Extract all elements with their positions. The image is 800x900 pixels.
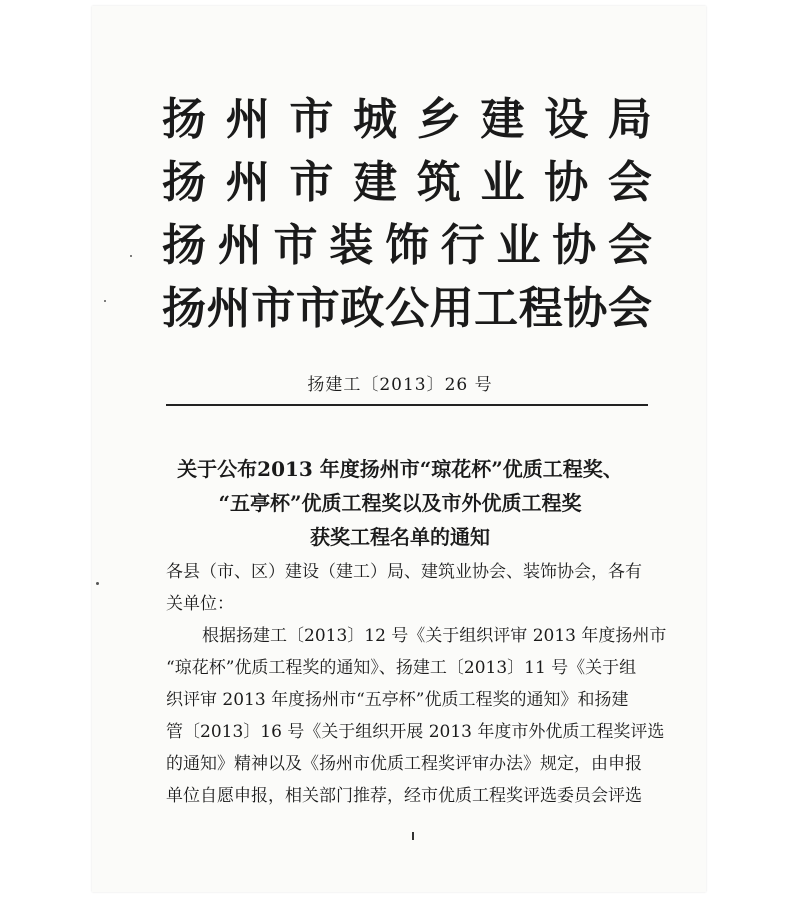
scan-speck	[96, 582, 99, 585]
addressee-line: 各县（市、区）建设（建工）局、建筑业协会、装饰协会，各有	[166, 562, 642, 582]
paragraph-line: 的通知》精神以及《扬州市优质工程奖评审办法》规定，由申报	[166, 754, 642, 774]
scan-speck	[104, 300, 106, 302]
addressee-line: 关单位：	[166, 594, 234, 614]
header-divider	[166, 404, 648, 406]
document-number: 扬建工〔2013〕26 号	[307, 375, 493, 395]
title-line: “五亭杯”优质工程奖以及市外优质工程奖	[218, 491, 582, 515]
paragraph-line: “琼花杯”优质工程奖的通知》、扬建工〔2013〕11 号《关于组	[166, 658, 637, 678]
title-line: 获奖工程名单的通知	[310, 525, 490, 549]
organization-name: 扬 州 市 装 饰 行 业 协 会	[162, 220, 652, 271]
scan-speck	[130, 255, 132, 257]
issuing-organizations	[162, 88, 652, 340]
paragraph-line: 管〔2013〕16 号《关于组织开展 2013 年度市外优质工程奖评选	[166, 722, 665, 742]
organization-name: 扬 州 市 市 政 公 用 工 程 协 会	[162, 283, 652, 334]
notice-body	[166, 556, 667, 812]
organization-name: 扬 州 市 建 筑 业 协 会	[162, 157, 652, 208]
notice-title	[0, 452, 800, 554]
paragraph-line: 织评审 2013 年度扬州市“五亭杯”优质工程奖的通知》和扬建	[166, 690, 629, 710]
title-line: 关于公布2013 年度扬州市“琼花杯”优质工程奖、	[177, 457, 623, 481]
paragraph-line: 单位自愿申报，相关部门推荐，经市优质工程奖评选委员会评选	[166, 786, 642, 806]
organization-name: 扬 州 市 城 乡 建 设 局	[162, 94, 652, 145]
page-mark	[412, 832, 414, 840]
paragraph-line: 根据扬建工〔2013〕12 号《关于组织评审 2013 年度扬州市	[202, 626, 667, 646]
